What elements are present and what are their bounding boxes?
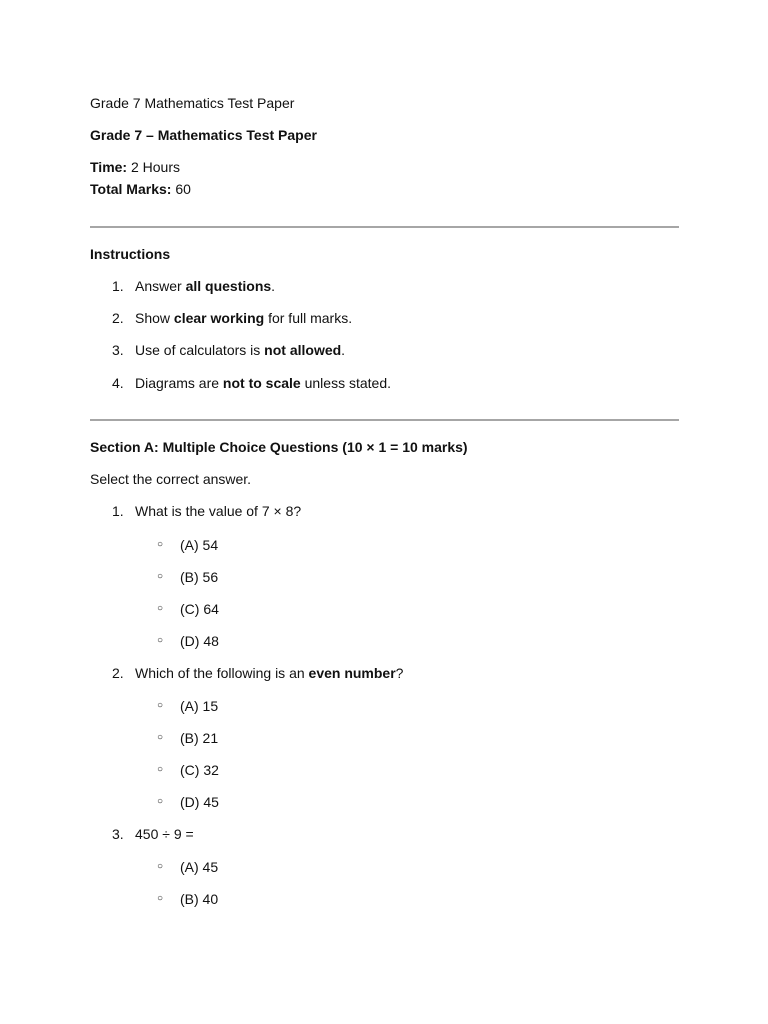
question-text: 450 ÷ 9 = <box>135 826 194 842</box>
total-marks-line <box>90 180 191 198</box>
option-text: (D) 45 <box>180 794 219 810</box>
divider <box>90 226 679 228</box>
circle-bullet-icon: ○ <box>157 861 164 872</box>
section-a-heading: Section A: Multiple Choice Questions (10 × 1 = 10 marks) <box>90 439 468 455</box>
instruction-number: 1. <box>112 278 124 294</box>
instruction-text: Answer all questions. <box>135 278 276 294</box>
option-text: (D) 48 <box>180 633 219 649</box>
document-title: Grade 7 – Mathematics Test Paper <box>90 127 317 143</box>
instruction-text: Diagrams are not to scale unless stated. <box>135 375 391 391</box>
circle-bullet-icon: ○ <box>157 764 164 775</box>
circle-bullet-icon: ○ <box>157 571 164 582</box>
time-label: Time: <box>90 159 128 175</box>
divider <box>90 419 679 421</box>
question-text: What is the value of 7 × 8? <box>135 503 302 519</box>
option-text: (C) 32 <box>180 762 219 778</box>
circle-bullet-icon: ○ <box>157 539 164 550</box>
section-a-subtitle: Select the correct answer. <box>90 471 252 487</box>
option-text: (B) 21 <box>180 730 219 746</box>
circle-bullet-icon: ○ <box>157 796 164 807</box>
instruction-number: 4. <box>112 375 124 391</box>
option-text: (B) 40 <box>180 891 219 907</box>
circle-bullet-icon: ○ <box>157 635 164 646</box>
option-text: (A) 45 <box>180 859 219 875</box>
circle-bullet-icon: ○ <box>157 700 164 711</box>
circle-bullet-icon: ○ <box>157 603 164 614</box>
instruction-number: 2. <box>112 310 124 326</box>
question-number: 1. <box>112 503 124 519</box>
instruction-number: 3. <box>112 342 124 358</box>
document-header-title: Grade 7 Mathematics Test Paper <box>90 95 295 111</box>
question-number: 3. <box>112 826 124 842</box>
time-value: 2 Hours <box>127 159 181 175</box>
question-text: Which of the following is an even number? <box>135 665 404 681</box>
option-text: (C) 64 <box>180 601 219 617</box>
instruction-text: Show clear working for full marks. <box>135 310 353 326</box>
total-marks-value: 60 <box>171 181 191 197</box>
instruction-text: Use of calculators is not allowed. <box>135 342 346 358</box>
option-text: (B) 56 <box>180 569 219 585</box>
time-line <box>90 158 180 176</box>
option-text: (A) 54 <box>180 537 219 553</box>
total-marks-label: Total Marks: <box>90 181 172 197</box>
question-number: 2. <box>112 665 124 681</box>
circle-bullet-icon: ○ <box>157 732 164 743</box>
circle-bullet-icon: ○ <box>157 893 164 904</box>
instructions-heading: Instructions <box>90 246 171 262</box>
option-text: (A) 15 <box>180 698 219 714</box>
